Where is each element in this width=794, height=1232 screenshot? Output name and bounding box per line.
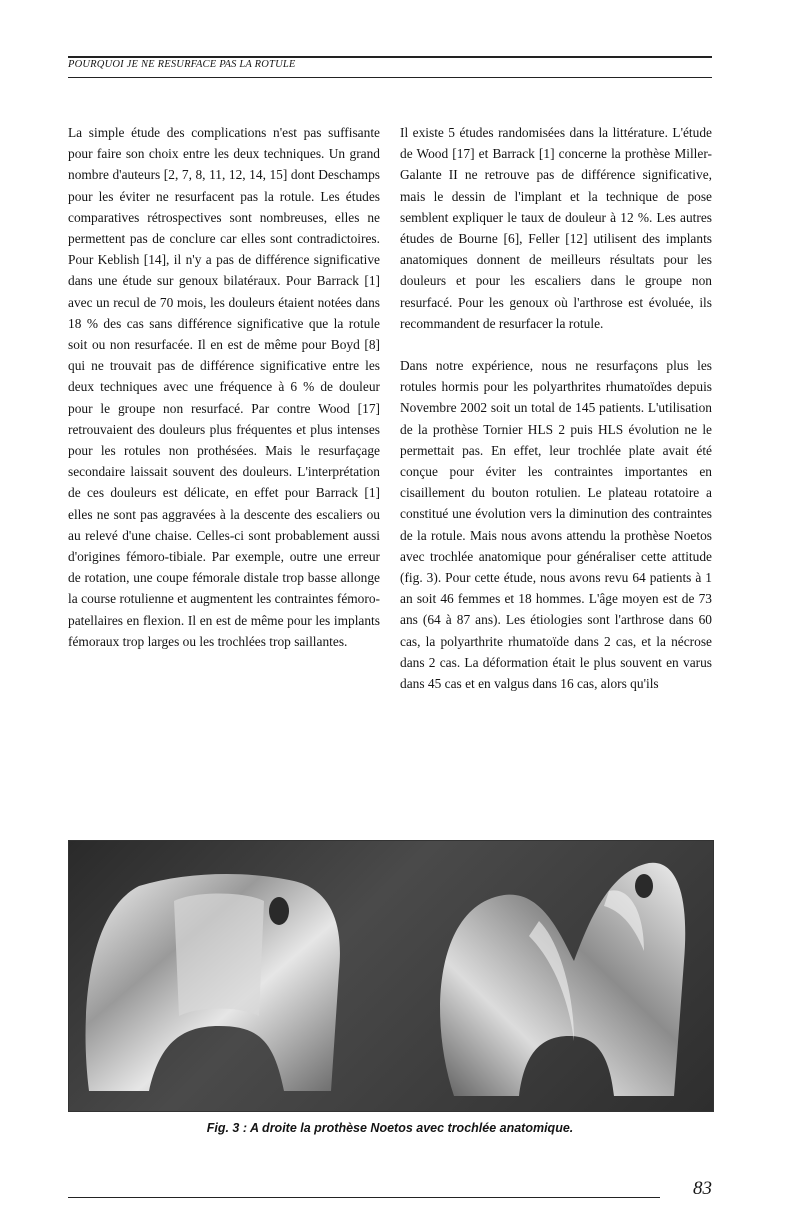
figure-photo (68, 840, 714, 1112)
left-paragraph-1: La simple étude des complications n'est pas suffisante pour faire son choix entre les deux techniques. Un grand nombre d'auteurs [2, 7, 8, 11, 12, 14, 15] dont Deschamps pour les éviter ne resurfacent pas la rotule. Les études comparatives rétrospectives sont nombreuses, elles ne permettent pas de conclure car elles sont contradictoires. Pour Keblish [14], il n'y a pas de différence significative dans une étude sur genoux bilatéraux. Pour Barrack [1] avec un recul de 70 mois, les douleurs étaient notées dans 18 % des cas sans différence significative que la rotule soit ou non resurfacée. Il en est de même pour Boyd [8] qui ne trouvait pas de différence significative entre les deux techniques avec une fréquence à 6 % de douleur pour le groupe non resurfacé. Par contre Wood [17] retrouvaient des douleurs plus fréquentes et plus intenses pour les rotules non prothésées. Mais le resurfaçage secondaire laissait souvent des douleurs. L'interprétation de ces douleurs est délicate, en effet pour Barrack [1] elles ne sont pas aggravées à la descente des escaliers ou au relevé d'une chaise. Celles-ci sont probablement aussi d'origines fémoro-tibiale. Par exemple, outre une erreur de rotation, une coupe fémorale distale trop basse allonge la course rotulienne et augmentent les contraintes fémoro-patellaires en flexion. Il en est de même pour les implants fémoraux trop larges ou les trochlées trop saillantes. (68, 125, 380, 649)
right-implant (440, 863, 685, 1096)
implant-photo-illustration (69, 841, 713, 1111)
header-rule (68, 77, 712, 78)
figure-caption: Fig. 3 : A droite la prothèse Noetos avec trochlée anatomique. (206, 1121, 574, 1135)
right-paragraph-1: Il existe 5 études randomisées dans la littérature. L'étude de Wood [17] et Barrack [1] concerne la prothèse Miller-Galante II ne retrouve pas de différence significative, mais le dessin de l'implant et la technique de pose semblent expliquer le taux de douleur à 12 %. Les autres études de Bourne [6], Feller [12] utilisent des implants anatomiques donnent de meilleurs résultats pour les douleurs et pour les escaliers dans le groupe non resurfacé. Pour les genoux où l'arthrose est évoluée, ils recommandent de resurfacer la rotule. (400, 125, 712, 331)
left-implant (86, 874, 340, 1091)
right-paragraph-2: Dans notre expérience, nous ne resurfaçons plus les rotules hormis pour les polyarthrites rhumatoïdes depuis Novembre 2002 soit un total de 145 patients. L'utilisation de la prothèse Tornier HLS 2 puis HLS évolution ne le permettait pas. En effet, leur trochlée plate avait été conçue pour éviter les contraintes importantes en cisaillement du bouton rotulien. Le plateau rotatoire a constitué une évolution vers la diminution des contraintes de la rotule. Mais nous avons attendu la prothèse Noetos avec trochlée anatomique pour généraliser cette attitude (fig. 3). Pour cette étude, nous avons revu 64 patients à 1 an soit 46 femmes et 18 hommes. L'âge moyen est de 73 ans (64 à 87 ans). Les étiologies sont l'arthrose dans 60 cas, la polyarthrite rhumatoïde dans 2 cas, et la nécrose dans 2 cas. La déformation était le plus souvent en varus dans 45 cas et en valgus dans 16 cas, alors qu'ils (400, 358, 712, 692)
left-column (68, 122, 380, 652)
right-column (400, 122, 712, 694)
footer-rule (68, 1197, 660, 1198)
running-header (68, 56, 712, 70)
running-title: POURQUOI JE NE RESURFACE PAS LA ROTULE (68, 59, 296, 70)
page-number: 83 (693, 1178, 712, 1199)
